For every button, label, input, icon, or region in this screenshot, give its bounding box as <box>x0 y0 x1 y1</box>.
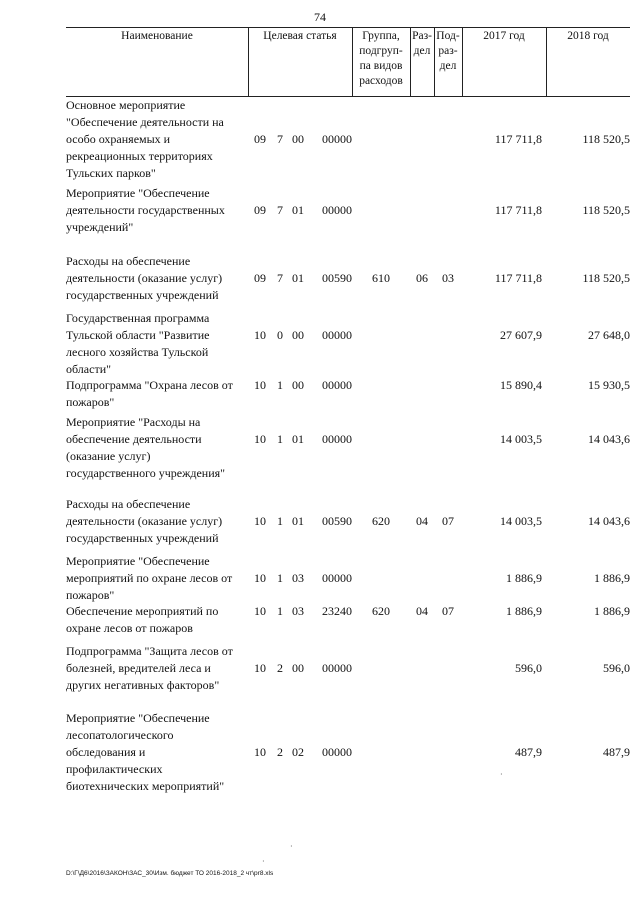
cell-y2018: 118 520,5 <box>582 132 630 146</box>
row-name-line: обследования и <box>66 745 146 759</box>
cell-y2017: 1 886,9 <box>506 571 542 585</box>
cell-c3: 00 <box>292 661 304 675</box>
cell-c3: 03 <box>292 571 304 585</box>
row-name-line: болезней, вредителей леса и <box>66 661 211 675</box>
cell-y2017: 14 003,5 <box>500 432 542 446</box>
header-name: Наименование <box>121 30 193 42</box>
cell-c2: 7 <box>277 132 283 146</box>
row-name-line: Тульских парков" <box>66 166 156 180</box>
cell-c1: 09 <box>254 271 266 285</box>
row-name-line: (оказание услуг) <box>66 449 151 463</box>
cell-c4: 00000 <box>322 432 352 446</box>
row-name-line: мероприятий по охране лесов от <box>66 571 233 585</box>
cell-c3: 00 <box>292 378 304 392</box>
header-section-line: Раз- <box>412 30 432 42</box>
cell-c3: 03 <box>292 604 304 618</box>
cell-subsection: 03 <box>442 271 454 285</box>
cell-y2017: 117 711,8 <box>494 132 542 146</box>
cell-y2017: 27 607,9 <box>500 328 542 342</box>
cell-y2018: 15 930,5 <box>588 378 630 392</box>
cell-c4: 00000 <box>322 328 352 342</box>
page-number: 74 <box>314 10 326 24</box>
row-name <box>66 377 248 411</box>
cell-section: 04 <box>416 604 428 618</box>
cell-y2018: 596,0 <box>603 661 630 675</box>
row-name-line: Мероприятие "Обеспечение <box>66 711 210 725</box>
header-2018: 2018 год <box>567 30 609 42</box>
row-name-line: Основное мероприятие <box>66 98 186 112</box>
cell-c4: 00590 <box>322 514 352 528</box>
cell-c1: 10 <box>254 745 266 759</box>
header-subsection <box>434 28 462 96</box>
cell-y2017: 117 711,8 <box>494 271 542 285</box>
cell-y2017: 15 890,4 <box>500 378 542 392</box>
header-section <box>410 28 434 96</box>
row-name-line: Тульской области "Развитие <box>66 328 210 342</box>
cell-c2: 2 <box>277 661 283 675</box>
cell-c2: 1 <box>277 378 283 392</box>
header-group-line: Группа, <box>362 30 400 42</box>
cell-c1: 10 <box>254 328 266 342</box>
row-name-line: Подпрограмма "Защита лесов от <box>66 644 233 658</box>
cell-y2017: 14 003,5 <box>500 514 542 528</box>
cell-c3: 02 <box>292 745 304 759</box>
cell-subsection: 07 <box>442 514 454 528</box>
cell-y2018: 27 648,0 <box>588 328 630 342</box>
row-name-line: особо охраняемых и <box>66 132 171 146</box>
cell-c1: 09 <box>254 203 266 217</box>
cell-c3: 01 <box>292 514 304 528</box>
cell-c4: 00000 <box>322 661 352 675</box>
cell-c2: 7 <box>277 271 283 285</box>
row-name-line: деятельности (оказание услуг) <box>66 271 223 285</box>
row-name-line: биотехнических мероприятий" <box>66 779 225 793</box>
row-name-line: деятельности государственных <box>66 203 225 217</box>
cell-y2018: 118 520,5 <box>582 203 630 217</box>
row-name-line: пожаров" <box>66 588 115 602</box>
row-name-line: государственного учреждения" <box>66 466 226 480</box>
row-name-line: лесопатологического <box>66 728 174 742</box>
cell-c2: 1 <box>277 571 283 585</box>
cell-y2017: 1 886,9 <box>506 604 542 618</box>
cell-c4: 00590 <box>322 271 352 285</box>
cell-c1: 10 <box>254 378 266 392</box>
row-name-line: пожаров" <box>66 395 115 409</box>
cell-c2: 2 <box>277 745 283 759</box>
cell-y2018: 1 886,9 <box>594 604 630 618</box>
cell-c2: 1 <box>277 432 283 446</box>
row-name <box>66 253 248 304</box>
header-2017: 2017 год <box>483 30 525 42</box>
cell-y2018: 487,9 <box>603 745 630 759</box>
cell-c1: 10 <box>254 432 266 446</box>
row-name-line: государственных учреждений <box>66 288 219 302</box>
cell-c2: 7 <box>277 203 283 217</box>
cell-c1: 10 <box>254 604 266 618</box>
row-name-line: области" <box>66 362 112 376</box>
row-name <box>66 97 248 182</box>
cell-y2018: 14 043,6 <box>588 514 630 528</box>
row-name-line: охране лесов от пожаров <box>66 621 193 635</box>
cell-group: 620 <box>372 514 390 528</box>
row-name <box>66 603 248 637</box>
cell-y2017: 596,0 <box>515 661 542 675</box>
row-name-line: профилактических <box>66 762 163 776</box>
cell-c2: 1 <box>277 514 283 528</box>
cell-c1: 10 <box>254 661 266 675</box>
row-name-line: Государственная программа <box>66 311 210 325</box>
row-name-line: "Обеспечение деятельности на <box>66 115 224 129</box>
row-name-line: Мероприятие "Расходы на <box>66 415 201 429</box>
cell-y2017: 487,9 <box>515 745 542 759</box>
cell-c3: 00 <box>292 328 304 342</box>
row-name-line: обеспечение деятельности <box>66 432 202 446</box>
row-name <box>66 310 248 378</box>
cell-c1: 09 <box>254 132 266 146</box>
cell-group: 620 <box>372 604 390 618</box>
row-name-line: деятельности (оказание услуг) <box>66 514 223 528</box>
cell-y2018: 1 886,9 <box>594 571 630 585</box>
scan-speck: · <box>290 842 293 851</box>
cell-c1: 10 <box>254 571 266 585</box>
row-name-line: Мероприятие "Обеспечение <box>66 554 210 568</box>
row-name-line: Расходы на обеспечение <box>66 254 191 268</box>
cell-c4: 00000 <box>322 745 352 759</box>
header-group-line: па видов <box>359 60 403 72</box>
cell-y2017: 117 711,8 <box>494 203 542 217</box>
cell-c2: 1 <box>277 604 283 618</box>
header-section-line: дел <box>413 45 431 57</box>
header-group-line: расходов <box>359 75 403 87</box>
row-name-line: государственных учреждений <box>66 531 219 545</box>
cell-c4: 23240 <box>322 604 352 618</box>
row-name <box>66 414 248 482</box>
scan-speck: · <box>262 857 265 866</box>
row-name-line: учреждений" <box>66 220 134 234</box>
table-header <box>66 27 630 97</box>
cell-c4: 00000 <box>322 132 352 146</box>
cell-c4: 00000 <box>322 203 352 217</box>
row-name <box>66 496 248 547</box>
header-target-article: Целевая статья <box>263 30 337 42</box>
row-name-line: Мероприятие "Обеспечение <box>66 186 210 200</box>
cell-y2018: 118 520,5 <box>582 271 630 285</box>
cell-c4: 00000 <box>322 378 352 392</box>
cell-c3: 00 <box>292 132 304 146</box>
cell-c4: 00000 <box>322 571 352 585</box>
cell-c2: 0 <box>277 328 283 342</box>
row-name-line: Обеспечение мероприятий по <box>66 604 219 618</box>
cell-section: 04 <box>416 514 428 528</box>
row-name-line: других негативных факторов" <box>66 678 220 692</box>
cell-y2018: 14 043,6 <box>588 432 630 446</box>
cell-group: 610 <box>372 271 390 285</box>
row-name-line: рекреационных территориях <box>66 149 213 163</box>
scan-speck: · <box>500 770 503 779</box>
header-group <box>352 28 410 96</box>
row-name <box>66 710 248 795</box>
cell-c3: 01 <box>292 432 304 446</box>
row-name-line: Подпрограмма "Охрана лесов от <box>66 378 233 392</box>
row-name <box>66 553 248 604</box>
cell-c1: 10 <box>254 514 266 528</box>
cell-section: 06 <box>416 271 428 285</box>
row-name-line: Расходы на обеспечение <box>66 497 191 511</box>
cell-c3: 01 <box>292 271 304 285</box>
header-group-line: подгруп- <box>359 45 403 57</box>
cell-subsection: 07 <box>442 604 454 618</box>
file-path-footer: D:\Г\Д6\2016\ЗАКОН\ЗАС_30\Изм. бюджет ТО 2016-2018_2 чт\pr8.xls <box>66 870 274 877</box>
row-name <box>66 185 248 236</box>
row-name <box>66 643 248 694</box>
header-subsection-line: дел <box>439 60 457 72</box>
cell-c3: 01 <box>292 203 304 217</box>
row-name-line: лесного хозяйства Тульской <box>66 345 209 359</box>
header-subsection-line: Под- <box>436 30 460 42</box>
header-subsection-line: раз- <box>438 45 458 57</box>
